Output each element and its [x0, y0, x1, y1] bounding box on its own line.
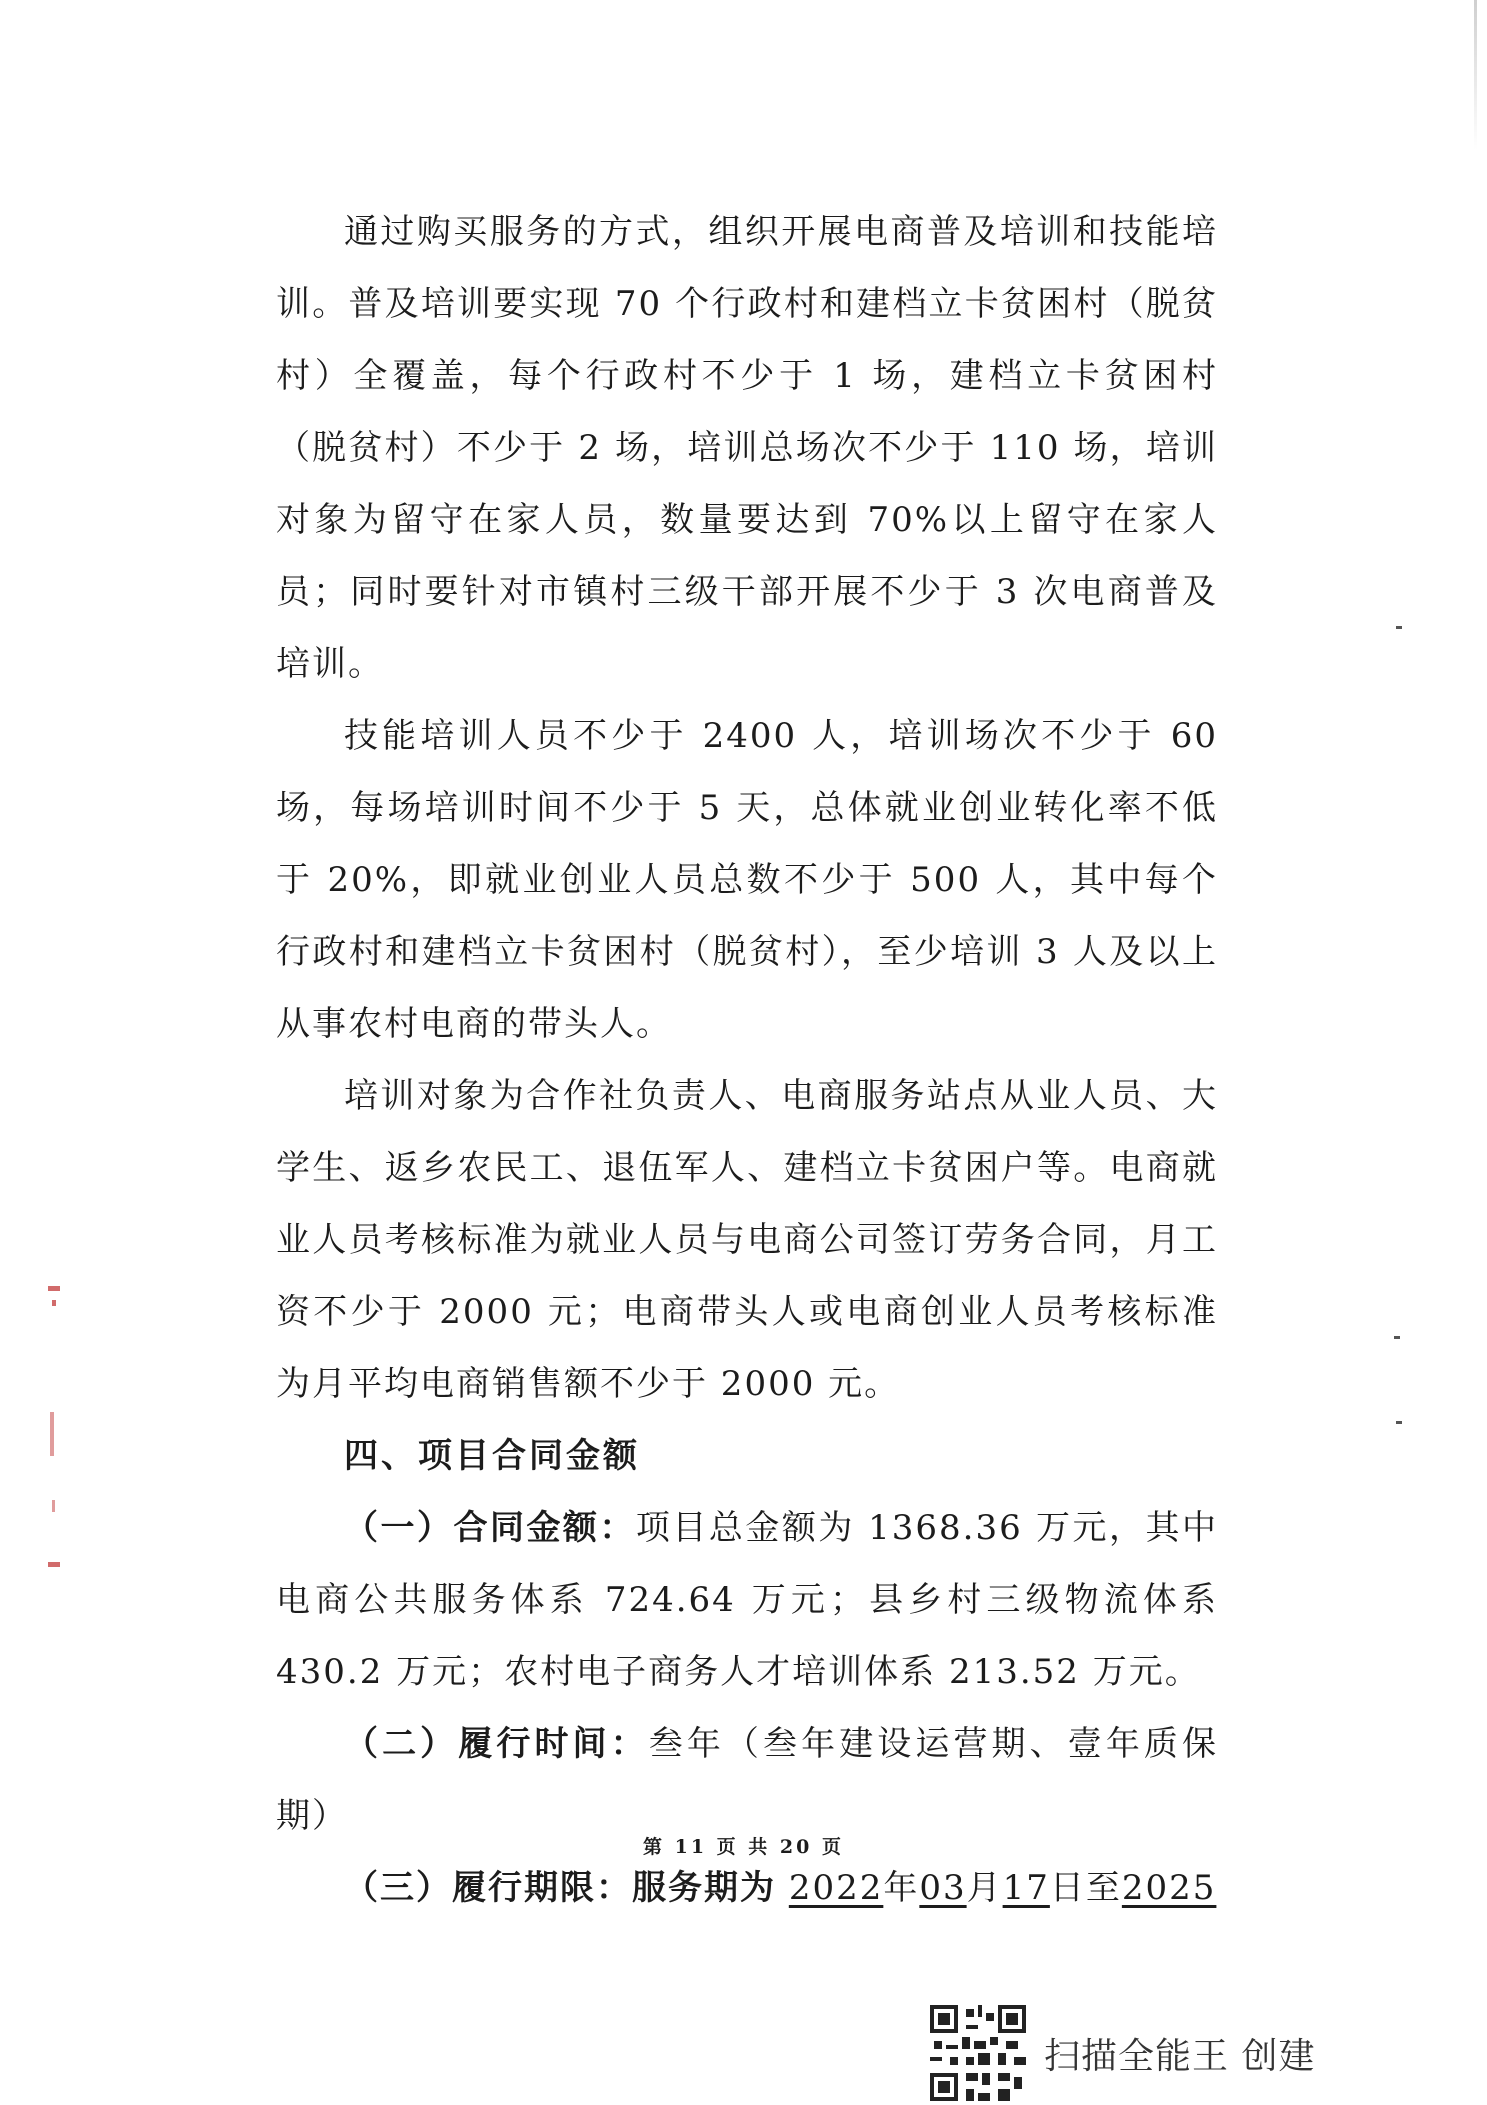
scanner-watermark — [930, 2005, 1315, 2101]
paragraph-text: 技能培训人员不少于 2400 人，培训场次不少于 60 场，每场培训时间不少于 5 天，总体就业创业转化率不低于 20%，即就业创业人员总数不少于 500 人，其中每个行政村和建档立卡贫困村（脱贫村），至少培训 3 人及以上从事农村电商的带头人。 — [276, 716, 1218, 1044]
watermark-text: 扫描全能王 创建 — [1044, 2035, 1316, 2077]
scan-edge-shadow — [1474, 0, 1477, 150]
clause-label: （三）履行期限：服务期为 — [344, 1868, 776, 1908]
qr-code-icon — [930, 2005, 1026, 2101]
scan-dot — [1396, 626, 1402, 629]
paragraph-text: 通过购买服务的方式，组织开展电商普及培训和技能培训。普及培训要实现 70 个行政村和建档立卡贫困村（脱贫村）全覆盖，每个行政村不少于 1 场，建档立卡贫困村（脱贫村）不少于 2 场，培训总场次不少于 110 场，培训对象为留守在家人员，数量要达到 70%以上留守在家人员；同时要针对市镇村三级干部开展不少于 3 次电商普及培训。 — [276, 212, 1218, 684]
paragraph-training-targets — [276, 1060, 1218, 1420]
section-heading: 四、项目合同金额 — [344, 1436, 640, 1476]
clause-text: 项目总金额为 1368.36 万元，其中电商公共服务体系 724.64 万元；县乡村三级物流体系 430.2 万元；农村电子商务人才培训体系 213.52 万元。 — [276, 1508, 1219, 1692]
scan-dot — [1396, 1421, 1402, 1424]
clause-performance-term — [276, 1852, 1218, 1924]
scan-speck — [52, 1300, 56, 1306]
term-start-year: 2022 — [788, 1868, 884, 1908]
term-end-year: 2025 — [1121, 1868, 1217, 1908]
paragraph-skills-training — [276, 700, 1218, 1060]
document-body — [276, 196, 1218, 1924]
term-month-char: 月 — [966, 1868, 1003, 1908]
scan-speck — [52, 1500, 55, 1512]
scan-speck — [48, 1562, 60, 1567]
clause-performance-time — [276, 1708, 1218, 1852]
clause-label: （二）履行时间： — [344, 1724, 649, 1764]
clause-label: （一）合同金额： — [344, 1508, 636, 1548]
term-start-day: 17 — [1002, 1868, 1050, 1908]
scan-speck — [48, 1286, 60, 1291]
clause-contract-amount — [276, 1492, 1218, 1708]
page-footer: 第 11 页 共 20 页 — [643, 1836, 844, 1858]
scan-dot — [1394, 1336, 1400, 1339]
term-day-char: 日至 — [1049, 1868, 1122, 1908]
term-year-char: 年 — [883, 1868, 920, 1908]
clause-text: 叁年（叁年建设运营期、壹年质保期） — [276, 1724, 1219, 1836]
paragraph-general-training — [276, 196, 1218, 700]
scan-speck — [50, 1412, 54, 1456]
term-start-month: 03 — [919, 1868, 967, 1908]
paragraph-text: 培训对象为合作社负责人、电商服务站点从业人员、大学生、返乡农民工、退伍军人、建档立卡贫困户等。电商就业人员考核标准为就业人员与电商公司签订劳务合同，月工资不少于 2000 元；电商带头人或电商创业人员考核标准为月平均电商销售额不少于 2000 元。 — [276, 1076, 1218, 1404]
